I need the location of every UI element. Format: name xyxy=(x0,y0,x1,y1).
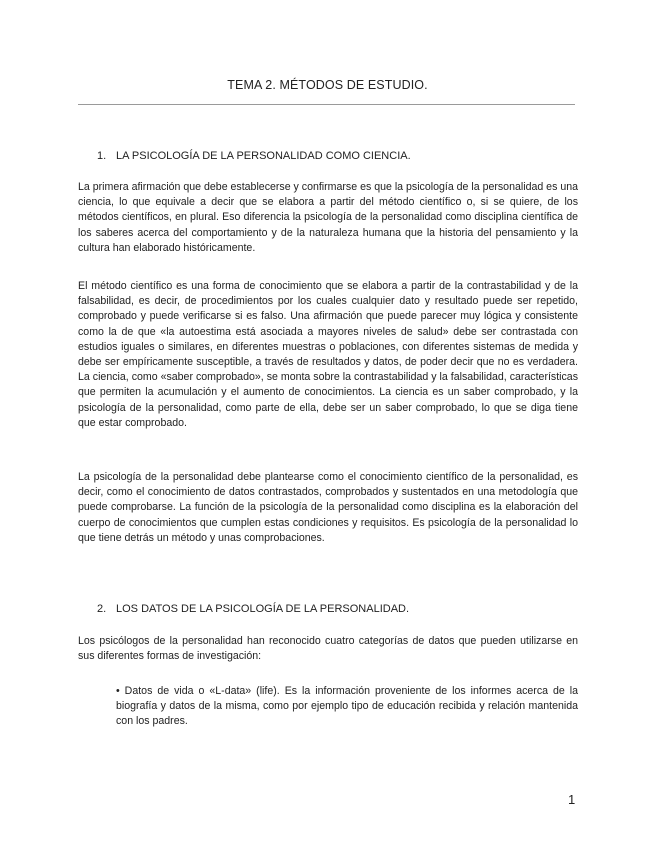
document-title: TEMA 2. MÉTODOS DE ESTUDIO. xyxy=(227,78,428,92)
section-number: 2. xyxy=(97,603,107,615)
title-divider xyxy=(78,104,575,105)
section-number: 1. xyxy=(97,150,107,162)
section-heading-2 xyxy=(97,603,409,615)
paragraph: La primera afirmación que debe establecerse y confirmarse es que la psicología de la personalidad es una ciencia, lo que equivale a decir que se elabora a partir del método científico o, si se quiere, de los métodos científicos, en plural. Eso diferencia la psicología de la personalidad como disciplina científica de los saberes acerca del comportamiento y de la naturaleza humana que la historia del pensamiento y la cultura han elaborado históricamente. xyxy=(78,181,578,254)
paragraph: El método científico es una forma de conocimiento que se elabora a partir de la contrastabilidad y de la falsabilidad, es decir, de procedimientos por los cuales cualquier dato y resultado puede ser repetido, comprobado y puede verificarse si es falso. Una afirmación que puede parecer muy lógica y consistente como la de que «la autoestima está asociada a mayores niveles de salud» debe ser contrastada con estudios iguales o similares, en diferentes muestras o poblaciones, con diferentes sistemas de medida y debe ser empíricamente susceptible, a través de resultados y datos, de poder decir que no es verdadera. La ciencia, como «saber comprobado», se monta sobre la contrastabilidad y la falsabilidad, características que permiten la acumulación y el aumento de conocimientos. La ciencia es un saber comprobado, y la psicología de la personalidad, como parte de ella, debe ser un saber comprobado, lo que se diga tiene que estar comprobado. xyxy=(78,280,578,429)
paragraph: La psicología de la personalidad debe plantearse como el conocimiento científico de la personalidad, es decir, como el conocimiento de datos contrastados, comprobados y sustentados en una metodología que puede comprobarse. La función de la psicología de la personalidad como disciplina es la elaboración del cuerpo de conocimientos que cumplen estas condiciones y requisitos. Es psicología de la personalidad lo que tiene detrás un método y unas comprobaciones. xyxy=(78,471,578,544)
list-item: • Datos de vida o «L-data» (life). Es la información proveniente de los informes acerca de la biografía y datos de la misma, como por ejemplo tipo de educación recibida y relación mantenida con los padres. xyxy=(116,685,578,728)
section-heading-1 xyxy=(97,150,411,162)
section-title: LOS DATOS DE LA PSICOLOGÍA DE LA PERSONALIDAD. xyxy=(116,603,410,615)
section-title: LA PSICOLOGÍA DE LA PERSONALIDAD COMO CIENCIA. xyxy=(116,150,411,162)
page-number: 1 xyxy=(568,792,576,807)
paragraph: Los psicólogos de la personalidad han reconocido cuatro categorías de datos que pueden utilizarse en sus diferentes formas de investigación: xyxy=(78,635,578,663)
